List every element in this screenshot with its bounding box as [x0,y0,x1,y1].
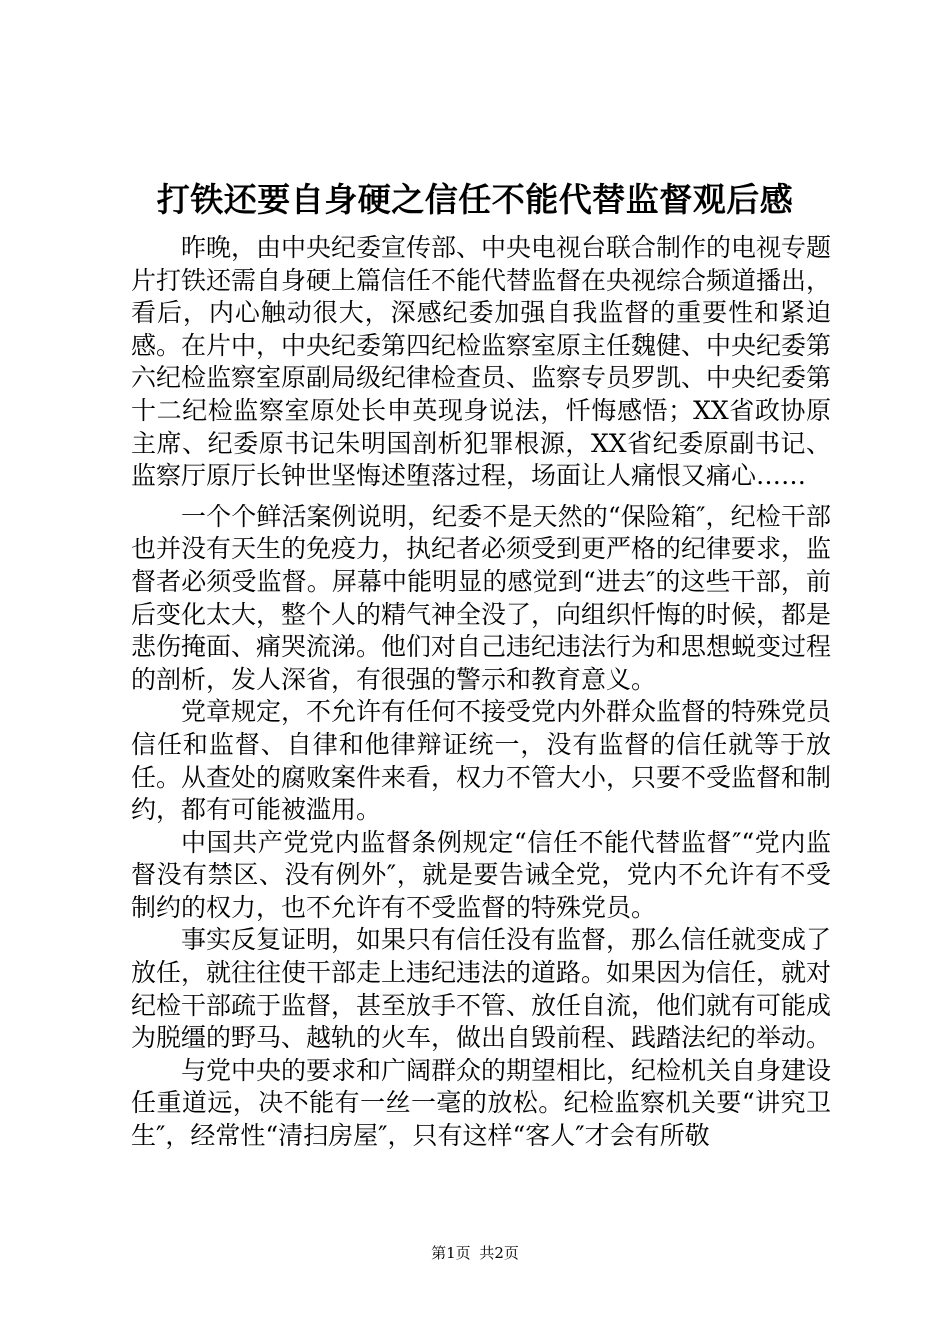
paragraph-5: 事实反复证明，如果只有信任没有监督，那么信任就变成了放任，就往往使干部走上违纪违法的道路。如果因为信任，就对纪检干部疏于监督，甚至放手不管、放任自流，他们就有可能成为脱缰的野马、越轨的火车，做出自毁前程、践踏法纪的举动。 [131,925,832,1053]
paragraph-1: 昨晚，由中央纪委宣传部、中央电视台联合制作的电视专题片打铁还需自身硬上篇信任不能代替监督在央视综合频道播出，看后，内心触动很大，深感纪委加强自我监督的重要性和紧迫感。在片中，中央纪委第四纪检监察室原主任魏健、中央纪委第六纪检监察室原副局级纪律检查员、监察专员罗凯、中央纪委第十二纪检监察室原处长申英现身说法，忏悔感悟；XX省政协原主席、纪委原书记朱明国剖析犯罪根源，XX省纪委原副书记、监察厅原厅长钟世坚悔述堕落过程，场面让人痛恨又痛心…… [131,233,832,491]
paragraph-6: 与党中央的要求和广阔群众的期望相比，纪检机关自身建设任重道远，决不能有一丝一毫的放松。纪检监察机关要“讲究卫生″，经常性“清扫房屋″，只有这样“客人″才会有所敬 [131,1055,832,1151]
document-body [131,232,831,1153]
paragraph-2: 一个个鲜活案例说明，纪委不是天然的“保险箱″，纪检干部也并没有天生的免疫力，执纪者必须受到更严格的纪律要求，监督者必须受监督。屏幕中能明显的感觉到“进去″的这些干部，前后变化太大，整个人的精气神全没了，向组织忏悔的时候，都是悲伤掩面、痛哭流涕。他们对自己违纪违法行为和思想蜕变过程的剖析，发人深省，有很强的警示和教育意义。 [131,501,832,694]
document-title: 打铁还要自身硬之信任不能代替监督观后感 [156,180,794,219]
page-number-footer: 第1页 共2页 [431,1244,519,1262]
paragraph-3: 党章规定，不允许有任何不接受党内外群众监督的特殊党员信任和监督、自律和他律辩证统一，没有监督的信任就等于放任。从查处的腐败案件来看，权力不管大小，只要不受监督和制约，都有可能被滥用。 [131,697,832,825]
paragraph-4: 中国共产党党内监督条例规定“信任不能代替监督″“党内监督没有禁区、没有例外″，就是要告诫全党，党内不允许有不受制约的权力，也不允许有不受监督的特殊党员。 [131,827,831,922]
